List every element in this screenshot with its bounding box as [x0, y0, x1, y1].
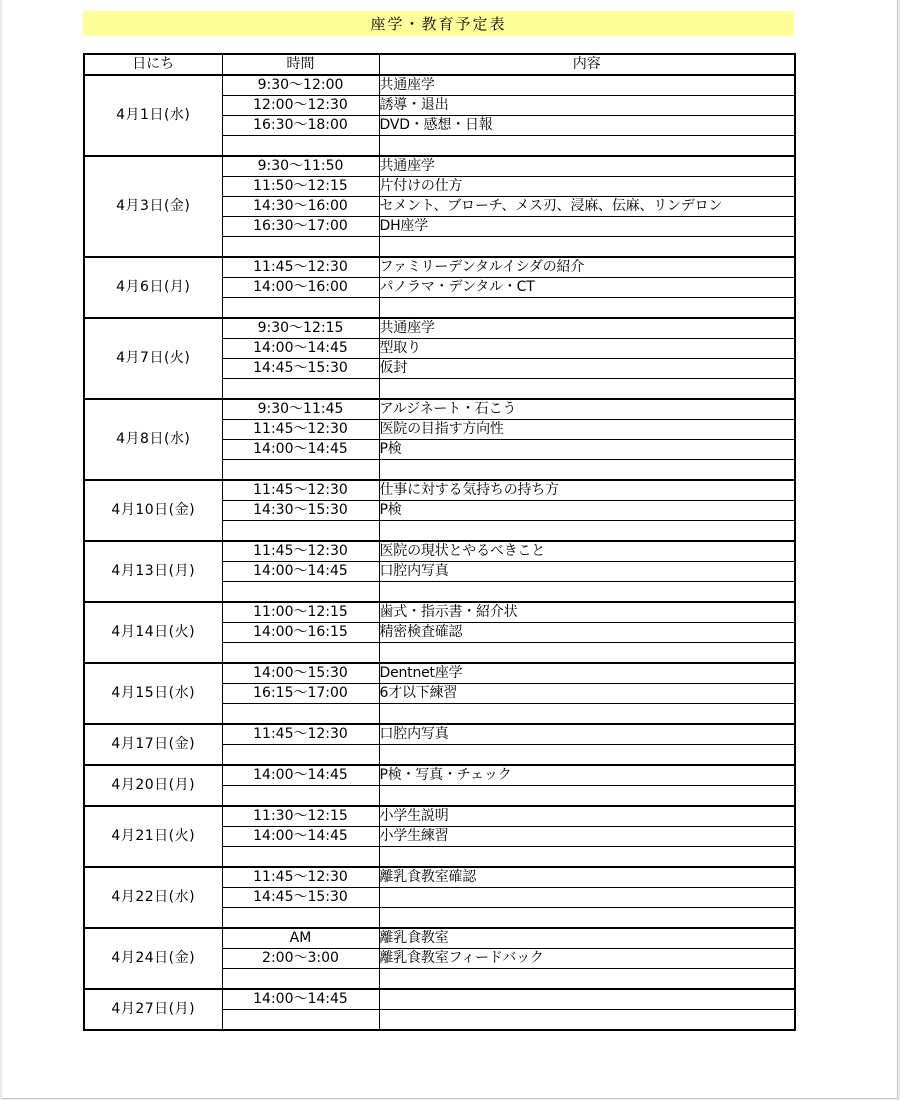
content-cell	[379, 786, 795, 807]
time-cell: 14:30〜15:30	[222, 501, 379, 521]
schedule-table	[83, 53, 796, 1031]
content-cell: パノラマ・デンタル・CT	[379, 278, 795, 298]
content-cell: 共通座学	[379, 156, 795, 177]
table-row	[84, 724, 795, 745]
table-row	[84, 928, 795, 949]
time-cell	[222, 379, 379, 400]
time-cell: 14:45〜15:30	[222, 359, 379, 379]
content-cell	[379, 643, 795, 664]
time-cell	[222, 847, 379, 868]
time-cell: 11:45〜12:30	[222, 480, 379, 501]
time-cell: 14:00〜14:45	[222, 440, 379, 460]
date-cell: 4月24日(金)	[84, 928, 222, 989]
date-cell: 4月8日(水)	[84, 399, 222, 480]
content-column-header: 内容	[379, 54, 795, 75]
time-cell: 9:30〜12:15	[222, 318, 379, 339]
table-row	[84, 867, 795, 888]
table-row	[84, 806, 795, 827]
page-title: 座学・教育予定表	[83, 11, 794, 36]
table-row	[84, 399, 795, 420]
time-cell: AM	[222, 928, 379, 949]
content-cell	[379, 136, 795, 157]
date-cell: 4月27日(月)	[84, 989, 222, 1030]
time-cell	[222, 582, 379, 603]
time-cell	[222, 704, 379, 725]
content-cell: 精密検査確認	[379, 623, 795, 643]
content-cell	[379, 969, 795, 990]
date-column-header: 日にち	[84, 54, 222, 75]
content-cell: 共通座学	[379, 318, 795, 339]
time-cell: 9:30〜11:50	[222, 156, 379, 177]
time-cell: 11:45〜12:30	[222, 420, 379, 440]
table-row	[84, 765, 795, 786]
schedule-body	[84, 75, 795, 1030]
time-cell: 11:45〜12:30	[222, 867, 379, 888]
date-cell: 4月13日(月)	[84, 541, 222, 602]
time-cell: 16:30〜18:00	[222, 116, 379, 136]
time-cell	[222, 237, 379, 258]
time-cell: 2:00〜3:00	[222, 949, 379, 969]
content-cell	[379, 298, 795, 319]
content-cell: アルジネート・石こう	[379, 399, 795, 420]
content-cell: 共通座学	[379, 75, 795, 96]
time-cell: 11:50〜12:15	[222, 177, 379, 197]
time-cell: 16:15〜17:00	[222, 684, 379, 704]
table-row	[84, 989, 795, 1010]
content-cell: セメント、ブローチ、メス刃、浸麻、伝麻、リンデロン	[379, 197, 795, 217]
date-cell: 4月10日(金)	[84, 480, 222, 541]
content-cell: 仮封	[379, 359, 795, 379]
content-cell	[379, 888, 795, 908]
time-cell: 11:45〜12:30	[222, 541, 379, 562]
content-cell: 歯式・指示書・紹介状	[379, 602, 795, 623]
content-cell	[379, 460, 795, 481]
content-cell	[379, 521, 795, 542]
time-cell	[222, 745, 379, 766]
table-row	[84, 602, 795, 623]
content-cell	[379, 908, 795, 929]
content-cell: 口腔内写真	[379, 724, 795, 745]
content-cell: 離乳食教室	[379, 928, 795, 949]
content-cell: DH座学	[379, 217, 795, 237]
date-cell: 4月17日(金)	[84, 724, 222, 765]
content-cell: 6才以下練習	[379, 684, 795, 704]
content-cell: P検	[379, 501, 795, 521]
table-row	[84, 663, 795, 684]
content-cell: DVD・感想・日報	[379, 116, 795, 136]
date-cell: 4月3日(金)	[84, 156, 222, 257]
time-cell: 14:00〜14:45	[222, 562, 379, 582]
time-cell	[222, 136, 379, 157]
time-cell: 14:00〜16:15	[222, 623, 379, 643]
content-cell: P検	[379, 440, 795, 460]
time-cell: 11:00〜12:15	[222, 602, 379, 623]
time-cell: 14:00〜14:45	[222, 765, 379, 786]
time-cell: 14:00〜15:30	[222, 663, 379, 684]
content-cell	[379, 379, 795, 400]
time-cell: 11:45〜12:30	[222, 257, 379, 278]
content-cell: 口腔内写真	[379, 562, 795, 582]
time-cell: 11:45〜12:30	[222, 724, 379, 745]
time-cell	[222, 521, 379, 542]
date-cell: 4月20日(月)	[84, 765, 222, 806]
time-cell: 9:30〜12:00	[222, 75, 379, 96]
time-cell: 14:45〜15:30	[222, 888, 379, 908]
table-row	[84, 480, 795, 501]
time-cell: 14:30〜16:00	[222, 197, 379, 217]
date-cell: 4月7日(火)	[84, 318, 222, 399]
document-page	[2, 0, 898, 1099]
time-cell	[222, 908, 379, 929]
time-cell: 14:00〜14:45	[222, 339, 379, 359]
time-cell: 14:00〜14:45	[222, 827, 379, 847]
date-cell: 4月14日(火)	[84, 602, 222, 663]
content-cell: ファミリーデンタルイシダの紹介	[379, 257, 795, 278]
content-cell: 離乳食教室確認	[379, 867, 795, 888]
content-cell: P検・写真・チェック	[379, 765, 795, 786]
content-cell	[379, 847, 795, 868]
content-cell	[379, 745, 795, 766]
time-cell	[222, 643, 379, 664]
time-cell	[222, 460, 379, 481]
table-row	[84, 318, 795, 339]
header-row	[84, 54, 795, 75]
content-cell	[379, 1010, 795, 1031]
date-cell: 4月15日(水)	[84, 663, 222, 724]
time-cell	[222, 298, 379, 319]
time-cell	[222, 786, 379, 807]
content-cell	[379, 704, 795, 725]
table-row	[84, 156, 795, 177]
time-column-header: 時間	[222, 54, 379, 75]
date-cell: 4月1日(水)	[84, 75, 222, 156]
content-cell	[379, 989, 795, 1010]
time-cell: 12:00〜12:30	[222, 96, 379, 116]
content-cell: 離乳食教室フィードバック	[379, 949, 795, 969]
content-cell	[379, 237, 795, 258]
time-cell: 14:00〜14:45	[222, 989, 379, 1010]
date-cell: 4月22日(水)	[84, 867, 222, 928]
content-cell	[379, 582, 795, 603]
content-cell: 型取り	[379, 339, 795, 359]
time-cell	[222, 969, 379, 990]
date-cell: 4月21日(火)	[84, 806, 222, 867]
time-cell: 14:00〜16:00	[222, 278, 379, 298]
time-cell	[222, 1010, 379, 1031]
table-row	[84, 75, 795, 96]
content-cell: 医院の現状とやるべきこと	[379, 541, 795, 562]
content-cell: 誘導・退出	[379, 96, 795, 116]
content-cell: Dentnet座学	[379, 663, 795, 684]
time-cell: 11:30〜12:15	[222, 806, 379, 827]
time-cell: 16:30〜17:00	[222, 217, 379, 237]
table-row	[84, 541, 795, 562]
content-cell: 小学生練習	[379, 827, 795, 847]
content-cell: 医院の目指す方向性	[379, 420, 795, 440]
table-row	[84, 257, 795, 278]
content-cell: 小学生説明	[379, 806, 795, 827]
content-cell: 片付けの仕方	[379, 177, 795, 197]
time-cell: 9:30〜11:45	[222, 399, 379, 420]
date-cell: 4月6日(月)	[84, 257, 222, 318]
content-cell: 仕事に対する気持ちの持ち方	[379, 480, 795, 501]
